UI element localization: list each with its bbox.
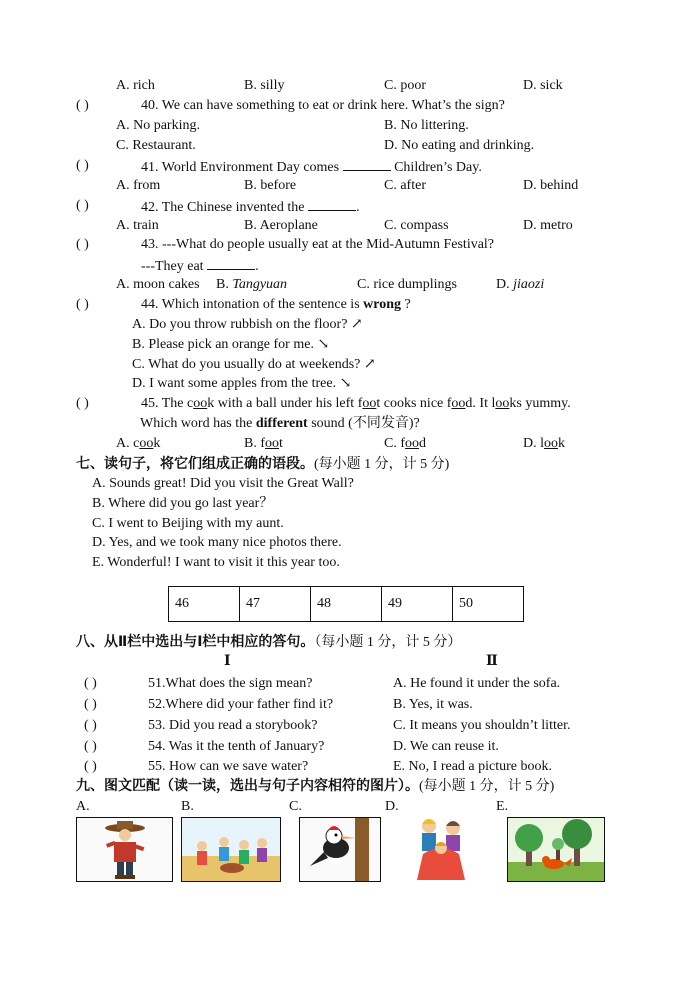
q45-option-b: B. foot (244, 436, 283, 451)
answer-b: B. Yes, it was. (393, 697, 473, 712)
q41-option-d: D. behind (523, 178, 579, 193)
sentence-c: C. I went to Beijing with my aunt. (92, 516, 284, 531)
q39-option-a: A. rich (116, 78, 155, 93)
answer-cell-47[interactable]: 47 (240, 587, 311, 622)
answer-paren[interactable]: ( ) (76, 198, 89, 213)
question-number: 42. (141, 200, 159, 215)
q42-option-c: C. compass (384, 218, 449, 233)
q42-option-b: B. Aeroplane (244, 218, 318, 233)
answer-cell-46[interactable]: 46 (169, 587, 240, 622)
question-number: 44. (141, 297, 159, 312)
q44-option-a: A. Do you throw rubbish on the floor? ↗ (132, 317, 363, 332)
q43-option-b (216, 276, 287, 294)
q42-option-d: D. metro (523, 218, 573, 233)
option-prefix: B. (216, 277, 233, 292)
answer-paren[interactable]: ( ) (76, 158, 89, 173)
answer-paren[interactable]: ( ) (76, 98, 89, 113)
question-52: 52.Where did your father find it? (148, 697, 334, 712)
q43-option-a: A. moon cakes (116, 277, 200, 292)
word-foot: foot (357, 396, 381, 411)
q41-option-a: A. from (116, 178, 161, 193)
question-text: The (161, 396, 188, 411)
option-word: jiaozi (513, 277, 545, 292)
question-text: We can have something to eat or drink here. What’s the sign? (161, 98, 505, 113)
question-number: 40. (141, 98, 159, 113)
question-text: Which intonation of the sentence is (161, 297, 364, 312)
question-55: 55. How can we save water? (148, 759, 309, 774)
section-8-heading: 八、从Ⅱ栏中选出与Ⅰ栏中相应的答句。（每小题 1 分，计 5 分） (76, 634, 462, 650)
question-text-end: ? (401, 297, 411, 312)
sentence-d: D. Yes, and we took many nice photos there. (92, 535, 342, 550)
word-cook: cook (187, 396, 215, 411)
answer-cell-50[interactable]: 50 (453, 587, 524, 622)
forest-fox-picture[interactable] (507, 817, 605, 882)
answer-paren[interactable]: ( ) (84, 718, 97, 733)
question-text: ---They eat (141, 259, 208, 274)
column-1-header: Ⅰ (224, 654, 231, 669)
fill-blank[interactable] (343, 157, 391, 171)
q41-option-b: B. before (244, 178, 297, 193)
answer-paren[interactable]: ( ) (76, 396, 89, 411)
question-43-line2 (141, 256, 259, 276)
answer-paren[interactable]: ( ) (84, 759, 97, 774)
question-text: The Chinese invented the (161, 200, 308, 215)
q45-option-a: A. cook (116, 436, 161, 451)
question-text-end: Children’s Day. (390, 160, 482, 175)
question-text-end: . (355, 200, 360, 215)
option-prefix: D. (496, 277, 514, 292)
question-53: 53. Did you read a storybook? (148, 718, 318, 733)
answer-paren[interactable]: ( ) (84, 739, 97, 754)
answer-cell-48[interactable]: 48 (311, 587, 382, 622)
q43-option-c: C. rice dumplings (357, 277, 457, 292)
picture-label-a: A. (76, 799, 90, 814)
answer-a: A. He found it under the sofa. (393, 676, 561, 691)
question-44 (141, 296, 411, 314)
answer-table (168, 586, 524, 622)
question-51: 51.What does the sign mean? (148, 676, 313, 691)
q39-option-d: D. sick (523, 78, 563, 93)
question-text-end: . (255, 259, 259, 274)
question-number: 41. (141, 160, 159, 175)
question-text: ---What do people usually eat at the Mid-Autumn Festival? (162, 237, 495, 252)
question-54: 54. Was it the tenth of January? (148, 739, 325, 754)
q39-option-c: C. poor (384, 78, 426, 93)
question-41 (141, 157, 482, 177)
word-food: food (446, 396, 473, 411)
column-2-header: Ⅱ (486, 654, 498, 669)
bold-word: wrong (363, 297, 401, 312)
q44-option-c: C. What do you usually do at weekends? ↗ (132, 357, 376, 372)
cinderella-picture[interactable] (409, 814, 473, 882)
question-43 (141, 236, 494, 254)
answer-cell-49[interactable]: 49 (382, 587, 453, 622)
cowboy-picture[interactable] (76, 817, 173, 882)
question-40 (141, 97, 505, 115)
question-45-line2: Which word has the different sound (不同发音)? (140, 416, 420, 431)
answer-e: E. No, I read a picture book. (393, 759, 552, 774)
picture-label-c: C. (289, 799, 302, 814)
option-word: Tangyuan (232, 277, 288, 292)
picture-label-e: E. (496, 799, 509, 814)
fill-blank[interactable] (308, 197, 356, 211)
question-42 (141, 197, 359, 217)
bold-word: different (255, 416, 308, 431)
q40-option-c: C. Restaurant. (116, 138, 196, 153)
sentence-b: B. Where did you go last year？ (92, 496, 274, 511)
q45-option-d: D. look (523, 436, 565, 451)
answer-paren[interactable]: ( ) (76, 237, 89, 252)
sentence-e: E. Wonderful! I want to visit it this year too. (92, 555, 340, 570)
q44-option-b: B. Please pick an orange for me. ↘ (132, 337, 330, 352)
section-7-heading: 七、读句子，将它们组成正确的语段。(每小题 1 分，计 5 分) (76, 456, 450, 472)
question-45: 45. The cook with a ball under his left foot cooks nice food. It looks yummy. (141, 396, 571, 411)
answer-c: C. It means you shouldn’t litter. (393, 718, 571, 733)
q43-option-d (496, 276, 544, 294)
q44-option-d: D. I want some apples from the tree. ↘ (132, 376, 352, 391)
word-looks: looks (491, 396, 522, 411)
fill-blank[interactable] (207, 256, 255, 270)
answer-paren[interactable]: ( ) (76, 297, 89, 312)
q41-option-c: C. after (384, 178, 426, 193)
q45-option-c: C. food (384, 436, 426, 451)
answer-paren[interactable]: ( ) (84, 697, 97, 712)
woodpecker-picture[interactable] (299, 817, 381, 882)
sentence-a: A. Sounds great! Did you visit the Great Wall? (92, 476, 354, 491)
answer-d: D. We can reuse it. (393, 739, 499, 754)
festival-parade-picture[interactable] (181, 817, 281, 882)
q42-option-a: A. train (116, 218, 159, 233)
picture-label-b: B. (181, 799, 194, 814)
q40-option-a: A. No parking. (116, 118, 200, 133)
picture-label-d: D. (385, 799, 399, 814)
answer-paren[interactable]: ( ) (84, 676, 97, 691)
question-number: 43. (141, 237, 159, 252)
q40-option-b: B. No littering. (384, 118, 469, 133)
q40-option-d: D. No eating and drinking. (384, 138, 535, 153)
q39-option-b: B. silly (244, 78, 285, 93)
section-9-heading: 九、图文匹配（读一读，选出与句子内容相符的图片）。(每小题 1 分，计 5 分) (76, 778, 555, 794)
question-text: World Environment Day comes (161, 160, 343, 175)
question-number: 45. (141, 396, 159, 411)
